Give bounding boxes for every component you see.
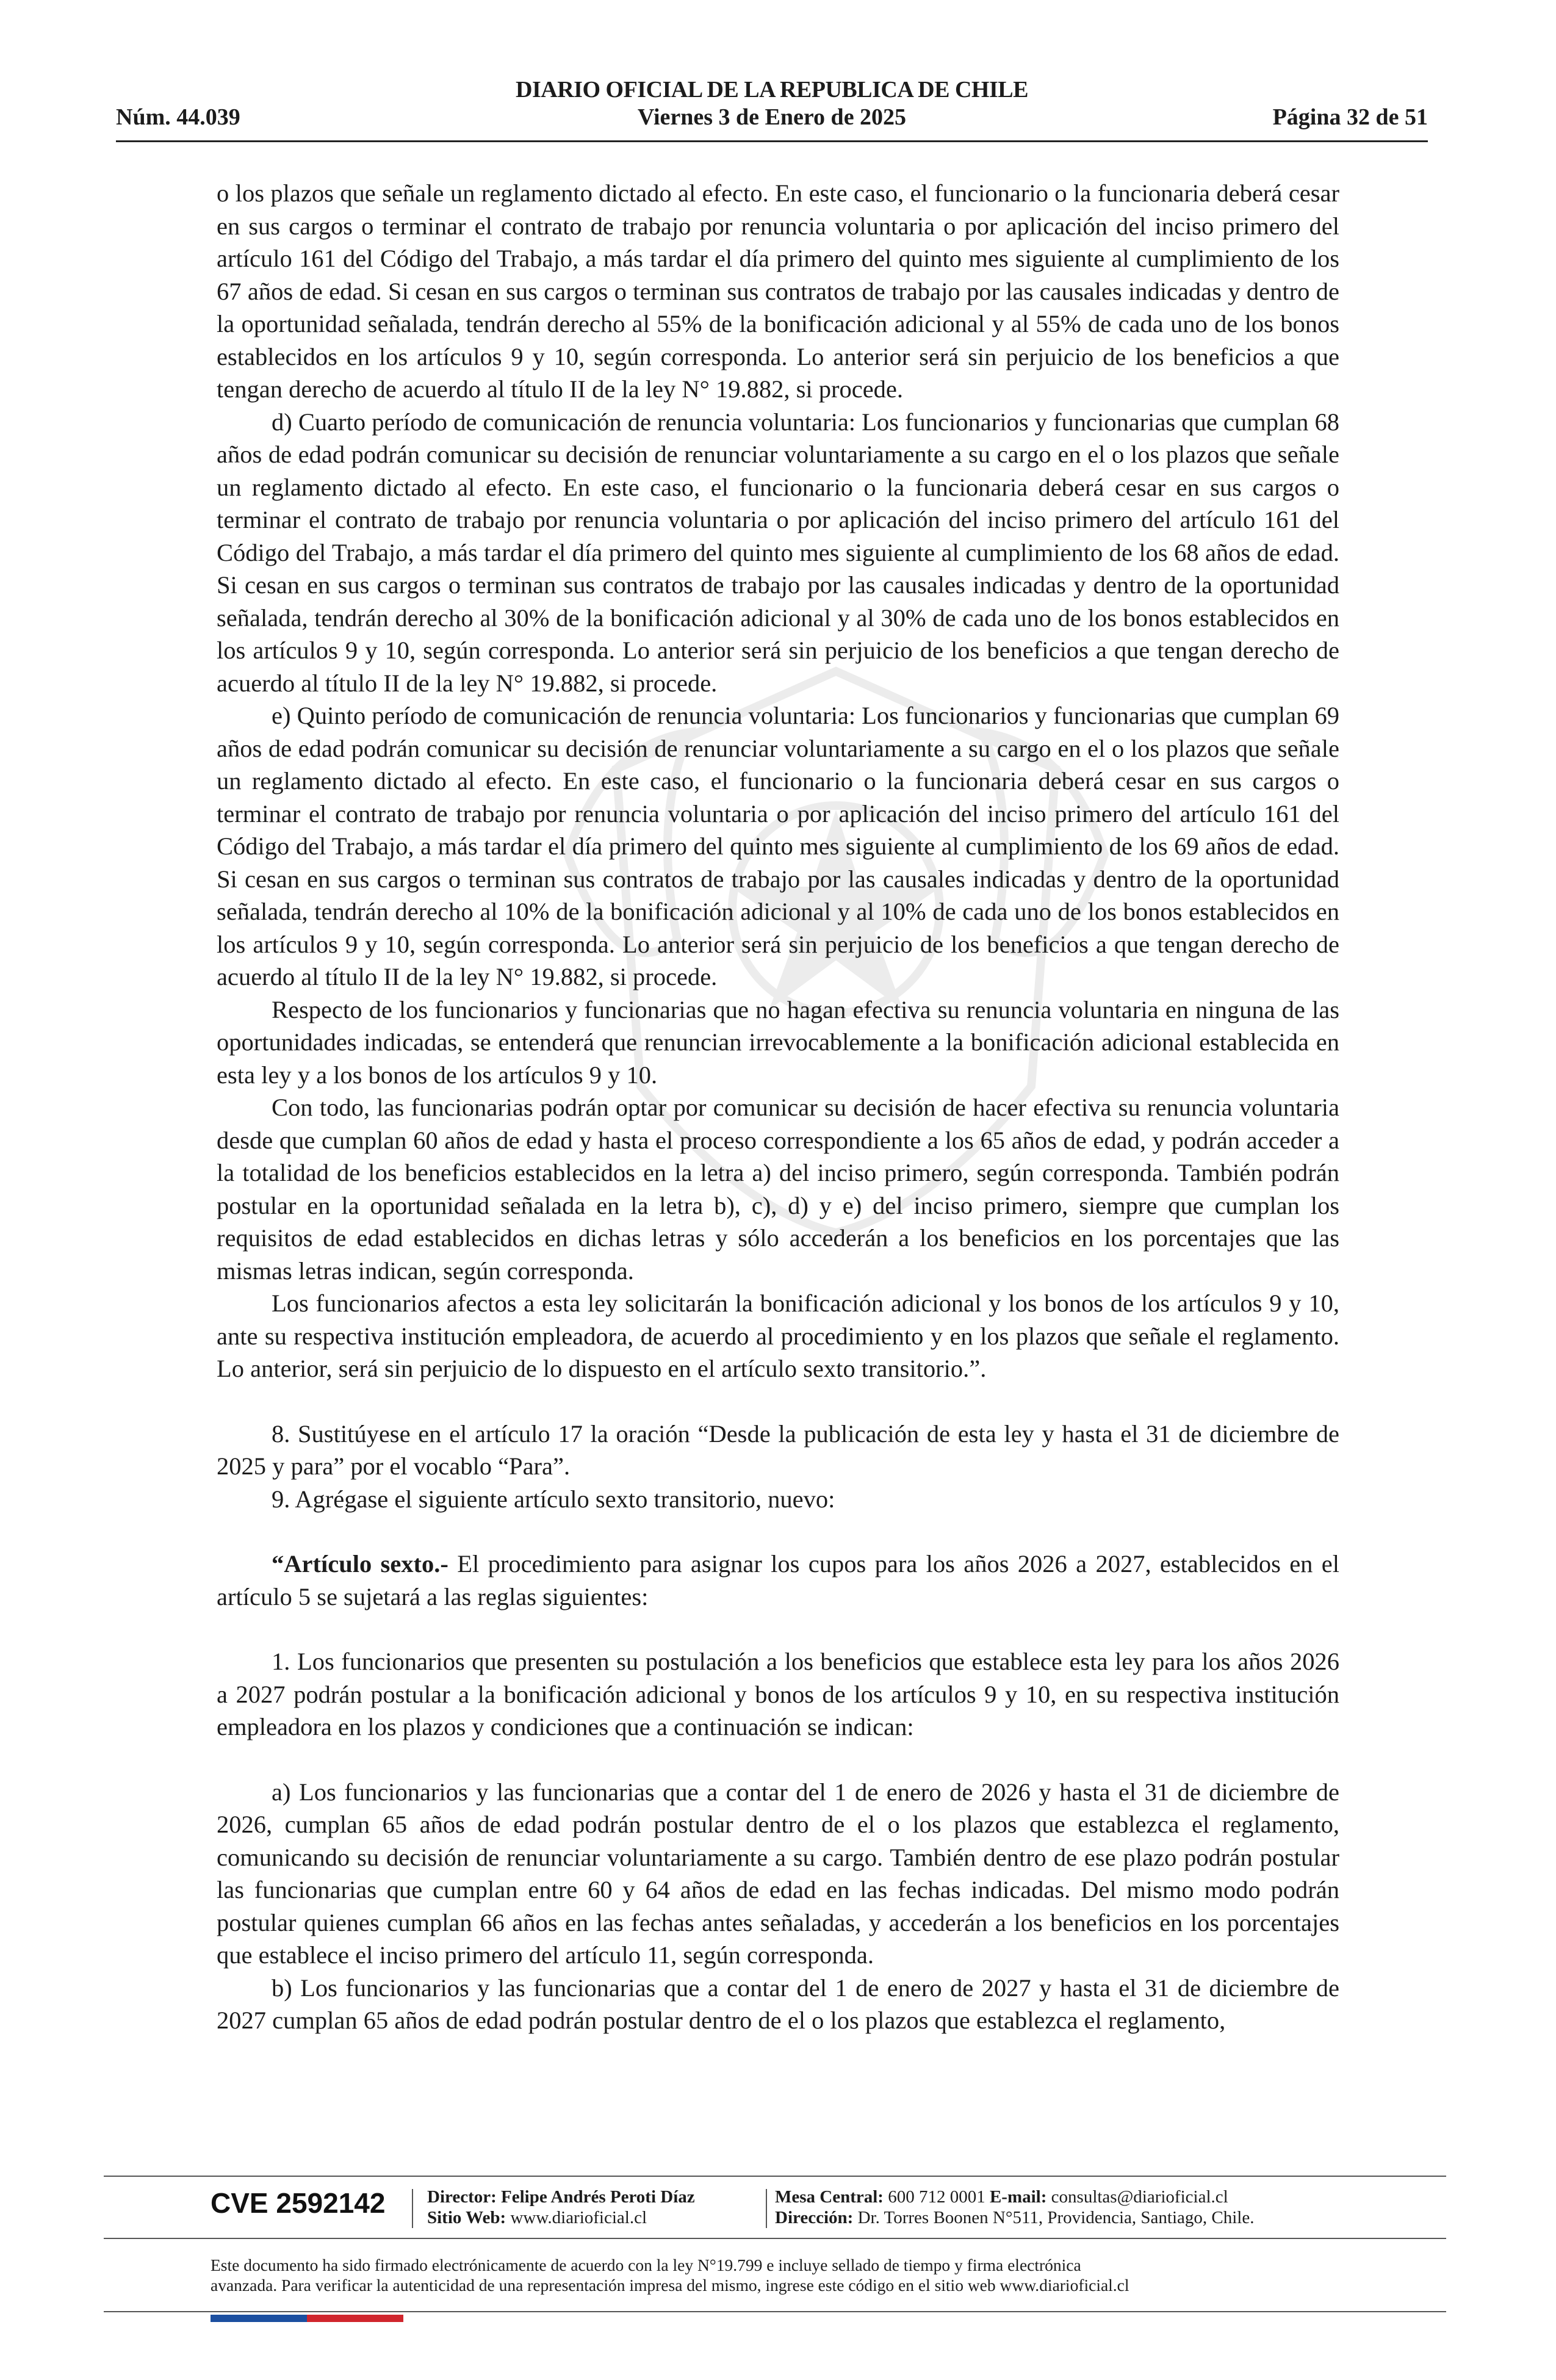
issue-number: Núm. 44.039 xyxy=(116,104,240,130)
page-header xyxy=(116,0,1428,146)
paragraph-rule-b: b) Los funcionarios y las funcionarias que a contar del 1 de enero de 2027 y hasta el 31 de diciembre de 2027 cumplan 65 años de edad podrán postular dentro de el o los plazos que establezca el reglamento, xyxy=(217,1974,1339,2034)
footer-top-divider xyxy=(104,2176,1446,2177)
header-divider xyxy=(116,140,1428,142)
director-label: Director: xyxy=(427,2187,497,2207)
paragraph-item-8: 8. Sustitúyese en el artículo 17 la oración “Desde la publicación de esta ley y hasta el 31 de diciembre de 2025 y para” por el vocablo “Para”. xyxy=(217,1419,1339,1480)
paragraph-articulo-sexto xyxy=(217,1548,1339,1613)
mesa-central-phone: 600 712 0001 xyxy=(888,2187,985,2207)
website-label: Sitio Web: xyxy=(427,2208,506,2227)
flag-stripe-blue xyxy=(211,2315,307,2322)
flag-stripe-red xyxy=(307,2315,403,2322)
director-name: Felipe Andrés Peroti Díaz xyxy=(501,2187,695,2207)
footer-separator xyxy=(412,2189,413,2228)
signature-notice-line-2: avanzada. Para verificar la autenticidad de una representación impresa del mismo, ingrese este código en el sitio web www.diarioficial.cl xyxy=(211,2276,1129,2295)
paragraph-respecto: Respecto de los funcionarios y funcionarias que no hagan efectiva su renuncia voluntaria en ninguna de las oportunidades indicadas, se entenderá que renuncian irrevocablemente a la bonificación adicional establecida en esta ley y a los bonos de los artículos 9 y 10. xyxy=(217,995,1339,1089)
articulo-sexto-heading: “Artículo sexto.- xyxy=(272,1550,448,1578)
paragraph-d: d) Cuarto período de comunicación de renuncia voluntaria: Los funcionarios y funcionarias que cumplan 68 años de edad podrán comunicar su decisión de renunciar voluntariamente a su cargo en el o los plazos que señale un reglamento dictado al efecto. En este caso, el funcionario o la funcionaria deberá cesar en sus cargos o terminar el contrato de trabajo por renuncia voluntaria o por aplicación del inciso primero del artículo 161 del Código del Trabajo, a más tardar el día primero del quinto mes siguiente al cumplimiento de los 68 años de edad. Si cesan en sus cargos o terminan sus contratos de trabajo por las causales indicadas y dentro de la oportunidad señalada, tendrán derecho al 30% de la bonificación adicional y al 30% de cada uno de los bonos establecidos en los artículos 9 y 10, según corresponda. Lo anterior será sin perjuicio de los beneficios a que tengan derecho de acuerdo al título II de la ley N° 19.882, si procede. xyxy=(217,408,1339,697)
paragraph-e: e) Quinto período de comunicación de renuncia voluntaria: Los funcionarios y funcionarias que cumplan 69 años de edad podrán comunicar su decisión de renunciar voluntariamente a su cargo en el o los plazos que señale un reglamento dictado al efecto. En este caso, el funcionario o la funcionaria deberá cesar en sus cargos o terminar el contrato de trabajo por renuncia voluntaria o por aplicación del inciso primero del artículo 161 del Código del Trabajo, a más tardar el día primero del quinto mes siguiente al cumplimiento de los 69 años de edad. Si cesan en sus cargos o terminan sus contratos de trabajo por las causales indicadas y dentro de la oportunidad señalada, tendrán derecho al 10% de la bonificación adicional y al 10% de cada uno de los bonos establecidos en los artículos 9 y 10, según corresponda. Lo anterior será sin perjuicio de los beneficios a que tengan derecho de acuerdo al título II de la ley N° 19.882, si procede. xyxy=(217,702,1339,990)
footer-contact-block xyxy=(775,2187,1254,2228)
page-footer xyxy=(104,2176,1446,2334)
mesa-central-label: Mesa Central: xyxy=(775,2187,884,2207)
email-link[interactable]: consultas@diarioficial.cl xyxy=(1051,2187,1228,2207)
document-body xyxy=(217,177,1339,2037)
footer-mid-divider xyxy=(104,2238,1446,2239)
paragraph-item-9: 9. Agrégase el siguiente artículo sexto transitorio, nuevo: xyxy=(272,1485,835,1513)
paragraph-con-todo: Con todo, las funcionarias podrán optar por comunicar su decisión de hacer efectiva su renuncia voluntaria desde que cumplan 60 años de edad y hasta el proceso correspondiente a los 65 años de edad, y podrán acceder a la totalidad de los beneficios establecidos en la letra a) del inciso primero, según corresponda. También podrán postular en la oportunidad señalada en la letra b), c), d) y e) del inciso primero, siempre que cumplan los requisitos de edad establecidos en dichas letras y sólo accederán a los beneficios en los porcentajes que las mismas letras indican, según corresponda. xyxy=(217,1094,1339,1285)
page-number: Página 32 de 51 xyxy=(1272,104,1428,130)
signature-notice xyxy=(211,2255,1370,2295)
website-link[interactable]: www.diarioficial.cl xyxy=(510,2208,647,2227)
cve-code: CVE 2592142 xyxy=(211,2187,386,2219)
footer-bottom-divider xyxy=(104,2311,1446,2312)
email-label: E-mail: xyxy=(989,2187,1047,2207)
footer-separator xyxy=(766,2189,767,2228)
paragraph-rule-a: a) Los funcionarios y las funcionarias que a contar del 1 de enero de 2026 y hasta el 31 de diciembre de 2026, cumplan 65 años de edad podrán postular dentro de el o los plazos que establezca el reglamento, comunicando su decisión de renunciar voluntariamente a su cargo. También dentro de ese plazo podrán postular las funcionarias que cumplan entre 60 y 64 años de edad en las fechas indicadas. Del mismo modo podrán postular quienes cumplan 66 años en las fechas antes señaladas, y accederán a los beneficios en los porcentajes que establece el inciso primero del artículo 11, según corresponda. xyxy=(217,1778,1339,1969)
signature-notice-line-1: Este documento ha sido firmado electrónicamente de acuerdo con la ley N°19.799 e incluye sellado de tiempo y firma electrónica xyxy=(211,2256,1081,2274)
paragraph-rule-1: 1. Los funcionarios que presenten su postulación a los beneficios que establece esta ley para los años 2026 a 2027 podrán postular a la bonificación adicional y bonos de los artículos 9 y 10, en su respectiva institución empleadora en los plazos y condiciones que a continuación se indican: xyxy=(217,1648,1339,1740)
address-label: Dirección: xyxy=(775,2208,854,2227)
paragraph-continuation: o los plazos que señale un reglamento dictado al efecto. En este caso, el funcionario o la funcionaria deberá cesar en sus cargos o terminar el contrato de trabajo por renuncia voluntaria o por aplicación del inciso primero del artículo 161 del Código del Trabajo, a más tardar el día primero del quinto mes siguiente al cumplimiento de los 67 años de edad. Si cesan en sus cargos o terminan sus contratos de trabajo por las causales indicadas y dentro de la oportunidad señalada, tendrán derecho al 55% de la bonificación adicional y al 55% de cada uno de los bonos establecidos en los artículos 9 y 10, según corresponda. Lo anterior será sin perjuicio de los beneficios a que tengan derecho de acuerdo al título II de la ley N° 19.882, si procede. xyxy=(217,179,1339,403)
articulo-sexto-text: El procedimiento para asignar los cupos para los años 2026 a 2027, establecidos en el artículo 5 se sujetará a las reglas siguientes: xyxy=(217,1550,1339,1610)
newspaper-title: DIARIO OFICIAL DE LA REPUBLICA DE CHILE xyxy=(516,77,1028,103)
footer-director-block xyxy=(427,2187,695,2228)
paragraph-funcionarios-afectos: Los funcionarios afectos a esta ley solicitarán la bonificación adicional y los bonos de los artículos 9 y 10, ante su respectiva institución empleadora, de acuerdo al procedimiento y en los plazos que señale el reglamento. Lo anterior, será sin perjuicio de lo dispuesto en el artículo sexto transitorio.”. xyxy=(217,1289,1339,1382)
address-value: Dr. Torres Boonen N°511, Providencia, Santiago, Chile. xyxy=(857,2208,1255,2227)
issue-date: Viernes 3 de Enero de 2025 xyxy=(637,104,907,130)
